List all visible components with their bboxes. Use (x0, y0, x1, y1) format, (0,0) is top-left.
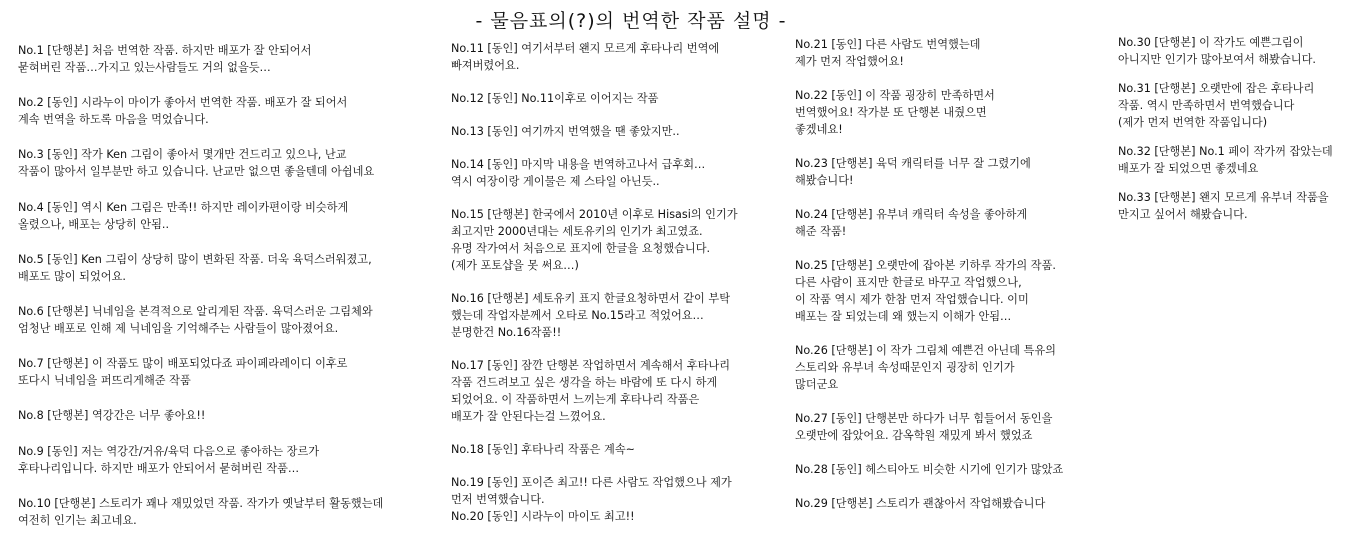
entry-line: No.14 [동인] 마지막 내용을 번역하고나서 급후회… (451, 158, 706, 171)
entry-line: No.4 [동인] 역시 Ken 그림은 만족!! 하지만 레이카편이랑 비슷하게 (18, 200, 349, 214)
entry-item (795, 257, 1113, 325)
entry-line: 번역했어요! 작가분 또 단행본 내줬으면 (795, 106, 987, 119)
entry-line: 작품. 역시 만족하면서 번역했습니다 (1118, 99, 1295, 112)
entry-line: No.9 [동인] 저는 역강간/거유/육덕 다음으로 좋아하는 장르가 (18, 444, 320, 458)
entry-line: No.28 [동인] 헤스티아도 비슷한 시기에 인기가 많았죠 (795, 463, 1064, 476)
entry-line: 계속 번역을 하도록 마음을 먹었습니다. (18, 113, 209, 127)
entry-line: No.29 [단행본] 스토리가 괜찮아서 작업해봤습니다 (795, 497, 1046, 510)
entry-item (795, 410, 1113, 444)
entry-line: No.5 [동인] Ken 그림이 상당히 많이 변화된 작품. 더욱 육덕스러워졌고, (18, 252, 372, 266)
entry-line: No.27 [동인] 단행본만 하다가 너무 힘들어서 동인을 (795, 412, 1053, 425)
entry-line: No.21 [동인] 다른 사람도 번역했는데 (795, 38, 981, 51)
entry-line: No.33 [단행본] 왠지 모르게 유부녀 작품을 (1118, 191, 1329, 204)
entry-line: 역시 여장이랑 게이물은 제 스타일 아닌듯.. (451, 175, 660, 188)
entry-line: 작품이 많아서 일부분만 하고 있습니다. 난교만 없으면 좋을텐데 아쉽네요 (18, 165, 375, 179)
entry-item (795, 342, 1113, 393)
entry-item (1118, 143, 1368, 177)
entry-line: 해준 작품! (795, 225, 847, 238)
entry-line: No.23 [단행본] 육덕 캐릭터를 너무 잘 그렸기에 (795, 157, 1031, 170)
entry-item (451, 123, 791, 140)
entry-line: 먼저 번역했습니다. (451, 493, 545, 506)
entry-column-1 (18, 42, 446, 547)
entry-line: 작품 건드려보고 싶은 생각을 하는 바람에 또 다시 하게 (451, 376, 718, 389)
entry-item (451, 290, 791, 341)
entry-item (18, 94, 446, 128)
entry-item (1118, 34, 1368, 68)
entry-line: No.6 [단행본] 닉네임을 본격적으로 알리게된 작품. 육덕스러운 그림체와 (18, 304, 373, 318)
entry-item (451, 357, 791, 425)
entry-line: 또다시 닉네임을 퍼뜨리게해준 작품 (18, 374, 191, 388)
entry-line: No.20 [동인] 시라누이 마이도 최고!! (451, 510, 635, 523)
entry-line: 배포도 많이 되었어요. (18, 269, 126, 283)
entry-line: No.31 [단행본] 오랫만에 잡은 후타나리 (1118, 82, 1315, 95)
entry-item (795, 495, 1113, 512)
entry-line: 다른 사람이 표지만 한글로 바꾸고 작업했으나, (795, 276, 1022, 289)
entry-item (18, 251, 446, 285)
entry-line: No.22 [동인] 이 작품 굉장히 만족하면서 (795, 89, 995, 102)
entry-item (451, 508, 791, 525)
entry-item (451, 40, 791, 74)
entry-line: No.16 [단행본] 세토유키 표지 한글요청하면서 같이 부탁 (451, 292, 731, 305)
entry-line: 제가 먼저 작업했어요! (795, 55, 904, 68)
entry-item (451, 441, 791, 458)
entry-line: No.10 [단행본] 스토리가 꽤나 재밌었던 작품. 작가가 옛날부터 활동했는데 (18, 496, 384, 510)
entry-item (18, 407, 446, 424)
entry-line: 엄청난 배포로 인해 제 닉네임을 기억해주는 사람들이 많아졌어요. (18, 321, 339, 335)
entry-line: No.3 [동인] 작가 Ken 그림이 좋아서 몇개만 건드리고 있으나, 난교 (18, 148, 347, 162)
entry-item (795, 36, 1113, 70)
entry-line: No.24 [단행본] 유부녀 캐릭터 속성을 좋아하게 (795, 208, 1028, 221)
entry-line: No.32 [단행본] No.1 페이 작가꺼 잡았는데 (1118, 145, 1333, 158)
entry-item (18, 355, 446, 389)
entry-line: No.2 [동인] 시라누이 마이가 좋아서 번역한 작품. 배포가 잘 되어서 (18, 96, 348, 110)
entry-line: No.13 [동인] 여기까지 번역했을 땐 좋았지만.. (451, 125, 680, 138)
entry-line: 이 작품 역시 제가 한참 먼저 작업했습니다. 이미 (795, 293, 1029, 306)
entry-line: (제가 먼저 번역한 작품입니다) (1118, 116, 1268, 129)
entry-item (18, 495, 446, 529)
entry-item (795, 461, 1113, 478)
entry-line: 해봤습니다! (795, 174, 854, 187)
entry-column-4 (1118, 34, 1368, 235)
entry-line: 많더군요 (795, 378, 839, 391)
entry-line: 아니지만 인기가 많아보여서 해봤습니다. (1118, 53, 1316, 66)
entry-line: (제가 포토샵을 못 써요…) (451, 259, 579, 272)
entry-line: 유명 작가여서 처음으로 표지에 한글을 요청했습니다. (451, 242, 711, 255)
entry-item (18, 303, 446, 337)
entry-line: 만지고 싶어서 해봤습니다. (1118, 208, 1248, 221)
entry-item (451, 156, 791, 190)
entry-line: No.19 [동인] 포이즌 최고!! 다른 사람도 작업했으나 제가 (451, 476, 732, 489)
entry-line: No.8 [단행본] 역강간은 너무 좋아요!! (18, 409, 206, 423)
entry-line: 후타나리입니다. 하지만 배포가 안되어서 묻혀버린 작품… (18, 461, 300, 475)
entry-line: 빠져버렸어요. (451, 59, 520, 72)
entry-column-3 (795, 36, 1113, 529)
entry-item (795, 87, 1113, 138)
entry-line: 분명한건 No.16작품!! (451, 326, 562, 339)
entry-line: 배포가 잘 안된다는걸 느꼈어요. (451, 410, 606, 423)
entry-line: 좋겠네요! (795, 123, 843, 136)
entry-line: 최고지만 2000년대는 세토유키의 인기가 최고였죠. (451, 225, 703, 238)
entry-line: 배포는 잘 되었는데 왜 했는지 이해가 안됨… (795, 310, 1012, 323)
entry-line: No.1 [단행본] 처음 번역한 작품. 하지만 배포가 잘 안되어서 (18, 44, 312, 57)
entry-line: No.17 [동인] 잠깐 단행본 작업하면서 계속해서 후타나리 (451, 359, 731, 372)
entry-item (18, 42, 446, 76)
entry-item (451, 90, 791, 107)
entry-line: No.18 [동인] 후타나리 작품은 계속~ (451, 443, 636, 456)
entry-item (18, 199, 446, 233)
entry-item (1118, 80, 1368, 131)
entry-line: 배포가 잘 되었으면 좋겠네요 (1118, 162, 1259, 175)
entry-item (795, 206, 1113, 240)
page-title: - 물음표의(?)의 번역한 작품 설명 - (475, 10, 787, 32)
entry-item (451, 206, 791, 274)
entry-item (451, 474, 791, 508)
entry-line: 했는데 작업자분께서 오타로 No.15라고 적었어요… (451, 309, 704, 322)
entry-line: 여전히 인기는 최고네요. (18, 513, 137, 527)
entry-line: No.26 [단행본] 이 작가 그림체 예쁜건 아닌데 특유의 (795, 344, 1056, 357)
entry-line: 오랫만에 잡았어요. 감옥학원 재밌게 봐서 했었죠 (795, 429, 1033, 442)
entry-item (18, 443, 446, 477)
entry-line: No.30 [단행본] 이 작가도 예쁜그림이 (1118, 36, 1304, 49)
entry-item (1118, 189, 1368, 223)
entry-line: No.12 [동인] No.11이후로 이어지는 작품 (451, 92, 659, 105)
entry-line: 올렸으나, 배포는 상당히 안됨.. (18, 217, 170, 231)
entry-line: 묻혀버린 작품…가지고 있는사람들도 거의 없을듯… (18, 61, 271, 74)
entry-item (18, 146, 446, 180)
entry-line: 스토리와 유부녀 속성때문인지 굉장히 인기가 (795, 361, 1015, 374)
entry-line: No.7 [단행본] 이 작품도 많이 배포되었다죠 파이페라레이디 이후로 (18, 357, 348, 371)
entry-line: No.15 [단행본] 한국에서 2010년 이후로 Hisasi의 인기가 (451, 208, 738, 221)
entry-column-2 (451, 40, 791, 541)
entry-line: 되었어요. 이 작품하면서 느끼는게 후타나리 작품은 (451, 393, 700, 406)
entry-item (795, 155, 1113, 189)
entry-line: No.11 [동인] 여기서부터 왠지 모르게 후타나리 번역에 (451, 42, 720, 55)
entry-line: No.25 [단행본] 오랫만에 잡아본 키하루 작가의 작품. (795, 259, 1056, 272)
